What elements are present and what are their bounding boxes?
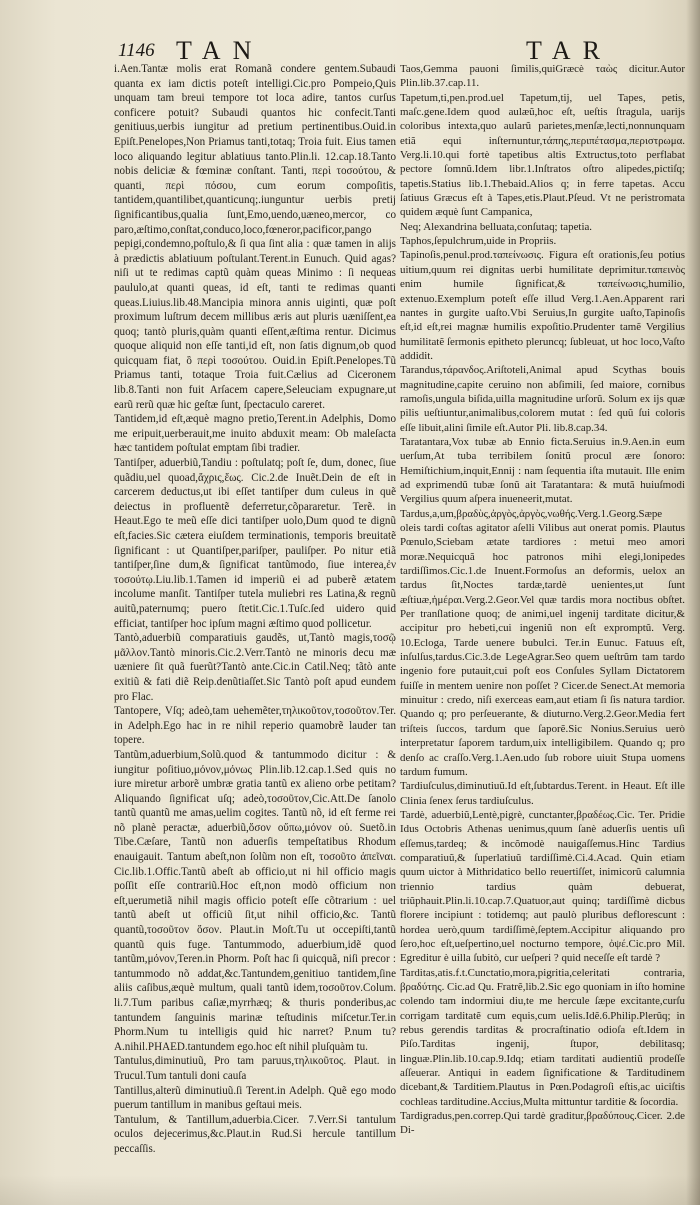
entry-tarde: Tardè, aduerbiũ,Lentè,pigrè, cunctanter,βραδέως.Cic. Ter. Pridie Idus Octobris Athenas uenimus,quum ſanè aduerſis uentis uſi eſſemus,tardeq; & incõmodè nauigaſſemus.Hinc Tardius comparatiuũ,& ſuperlatiuũ tardiſſimè.Ci.4.Acad. Quin etiam quum uictor à Mithridatico bello reuertiſſet, inimicorũ calumnia triennio tardius quàm debuerat, triũphauit.Plin.li.10.cap.7.Quatuor,aut quinq; tardiſſimè dicbus florere incipiunt : totidemq; aut paulò pluribus deflorescunt : hordea uerò,quum tardiſſimè,ſeptem.Accipitur aliquando pro ſero,hoc eſt,ueſpertino,uel nocturno tempore, ὀψέ.Cic.pro Mil. Egreditur è uilla ſubitò, cur ueſperi ? quid neceſſe eſt tardè ? [400,808,685,965]
page-number: 1146 [118,40,155,61]
entry-tanto: Tantò,aduerbiũ comparatiuis gaudẽs, ut,Tantò magis,τοσῷ μᾶλλον.Tantò minoris.Cic.2.Verr.Tantò ne minoris decu mæ uæniere ſit quã fuerũt?Tantò ante.Cic.in Catil.Neq; tãtò ante exitiũ & fati diẽ Reip.denũtiaſſet.Sic Tantò poſt apud eundem pro Flac. [114,632,396,703]
running-head-right: TAR [526,36,612,65]
entry-tarditas: Tarditas,atis.f.t.Cunctatio,mora,pigritia,celeritati contraria, βραδύτης. Cic.ad Qu. Fratrẽ,lib.2.Sic ego quoniam in iſto homine colendo tam indormiui diu,te me hercule ſæpe excitante,curſu corrigam tarditatẽ cum equis,cum uelis.Idẽ.6.Philip.Plerũq; in rebus gerendis tarditas & procraſtinatio odioſa eſt.Idem in Piſo.Tarditas ingenij, ſtupor, debilitasq; linguæ.Plin.lib.10.cap.9.Idq; etiam tarditati audientiũ prodeſſe aſſeuerar. Antiqui in eadem ſignificatione & Tarditudinem dicebant,& Tarditiem.Plautus in Pœn.Podagroſi eſtis,ac uiciſtis cochleas tarditudine.Accius,Multa mittuntur tarditie & ſocordia. [400,966,685,1108]
entry-tardiusculus: Tardiuſculus,diminutiuũ.Id eſt,ſubtardus.Terent. in Heaut. Eſt ille Clinia ſenex ſerus tardiuſculus. [400,780,685,807]
running-head-left: TAN [176,36,264,65]
entry-tapetum-verse: Neq; Alexandrina belluata,conſutaq; tapetia. [400,220,593,233]
entry-tantopere: Tantopere, Vſq; adeò,tam uehemẽter,τηλικοῦτον,τοσοῦτον.Ter. in Adelph.Ego hac in re nihil reperio quamobrẽ lauder tan topere. [114,705,396,747]
entry-tarandus: Tarandus,τάρανδος.Ariſtoteli,Animal apud Scythas bouis magnitudine,capite ceruino non abſimili, ſed maiore, cornibus ramoſis,ungula biſida,uilla magnitudine urſorũ. Solum ex ijs quæ pilis ueſtiuntur,animalibus,colorem mutat : ſed quũ ſui coloris eſſe libuit,alini ſimile eſt.Autor Pli. lib.8.cap.34. [400,364,685,434]
entry-taos: Taos,Gemma pauoni ſimilis,quiGræcè ταὼς dicitur.Autor Plin.lib.37.cap.11. [400,63,685,90]
entry-taratantara: Taratantara,Vox tubæ ab Ennio ficta.Seruius in.9.Aen.in eum uerſum,At tuba terribilem ſonitũ procul ære ſonoro: Hemiſtichium,inquit,Ennij : nam ſequentia iſta mutauit. Ille enim ad exprimendũ tubæ ſonũ ait Taratantara: & mutã huiuſmodi Vergilius quum aſpera inueneerit,mutat. [400,435,685,506]
entry-tapetum: Tapetum,ti,pen.prod.uel Tapetum,tij, uel Tapes, petis, maſc.gene.Idem quod aulæũ,hoc eſt, ueſtis ſtragula, uarijs coloribus intexta,quo aularũ parietes,menſæ,lecti,nonnunquam etiã equi inſternuntur,τάπης,περιπέτασμα,περιστρωμα. Verg.li.10.qui fortè tapetibus altis Extructus,toto perflabat pectore ſomnũ.Idem libr.1.Inſtratos oſtro alipedes,pictiſq; tapetis.Statius lib.1.Thebaid.Alios q; in ferre tapetas. Accu ſatiuus Græcus eſt à Tapes,etis.Plaut.Pſeud. Vt ne peristromata quidem æquè ſunt Campanica, [400,91,685,219]
entry-tanti: i.Aen.Tantæ molis erat Romanã condere gentem.Subaudi quanta ex iam dictis poteſt intelligi.Cic.pro Pompeio,Quis unquam tam breui tempore tot loca adire, tantos curſus conficere potuit? Subaudi quantos hic confecit.Tanti genitiuus,uerbis iungitur ad pretium pertinentibus.Ouid.in Epiſt.Penelopes,Non Priamus tanti,totaq; Troia fuit. Eius tamen loco aliquando legitur ablatiuus tanto.Plin.li. 12.cap.18.Tanto nobis deliciæ & fœminæ conſtant. Tanti, περὶ τοσούτου, & quanti, περὶ πόσου, cum eorum compoſitis, tantidem,quantilibet,quanticunq;.iunguntur uerbis pretij ſignificantibus,qualia ſunt,Emo,uendo,uæneo,mercor, co paro,æſtimo,conſtat,conduco,loco,fœneror,pacificor,pango pepigi,condemno,poſtulo,& ſi qua ſint alia : quæ tamen in alijs à prædictis ablatiuum poſtulant.Terent.in Eunuch. Quid agas? niſi ut te redimas captũ quàm queas Minimo : ſi nequeas paululo,at quanti queas, id eſt, tanti te redimas quanti queas.Liuius.lib.48.Mancipia minora annis uiginti, quæ poſt proximum luſtrum decem millibus æris aut pluris uæniſſent,ea quoq; tantò pluris,quàm quanti eſſent,æſtima rentur. Dicimus quoque aliquid non eſſe tanti,id eſt, non ſatis dignum,ob quod quicquam fiat, ὃ περὶ τοσούτου. Ouid.in Epiſt.Penelopes.Tũ Priamus tanti, totaque Troia fuit.Cælius ad Ciceronem lib.8.Tanti non fuit Arſacem capere,Seleuciam expugnare,ut earũ rerũ quæ hic geſtæ ſunt, ſpectaculo careret. [114,63,396,411]
page-bottom-shade [0,1175,700,1205]
entry-tantillus: Tantillus,alterũ diminutiuũ.ſi Terent.in Adelph. Quẽ ego modo puerum tantillum in manibus geſtaui meis. [114,1084,396,1112]
entry-tantum: Tantũm,aduerbium,Solũ.quod & tantummodo dicitur : & iungitur poſitiuo,μόνον,μόνως Plin.lib.12.cap.1.Sed quis no iure miretur arborẽ umbræ gratia tantũ ex alieno orbe petitam?Aliquando ſignificat uſq; adeò,τοσοῦτον,Cic.Att.De ſanolo tantũ quantũ me amas,uelim cogites. Tantũ nõ, id eſt ferme rei nõ planè peractæ, aduerbiũ,ὅσον οὔπω,μόνον οὐ. Suetõ.in Tibe.Cæſare, Tantũ non aduerſis tempeſtatibus Rhodum enauigauit. Tantum abeſt,non ſolũm non eſt, τοσοῦτο ἀπεῖναι. Cic.lib.1.Offic.Tantũ abeſt ab officio,ut ni hil officio magis poſſit eſſe contrariũ.Hoc eſt,non modò officium non eſt,uerumetiã nihil magis officio poteſt eſſe cõtrarium : uel tantũ abeſt ut officiũ ſit,ut nihil officio,&c. Tantũ quantũ,τοσοῦτον ὅσον. Plaut.in Moſt.Tu ut occepiſti,tantũ quantũ quis fuge. Tantummodo, aduerbium,idẽ quod tantũm,μόνον,Teren.in Phorm. Poſt hac ſi quicquã, niſi precor : tantummodo nõ addat,&c.Tantundem,genitiuo tantidem,ſine aliis caſibus,æquè multum, quali tantũ idem,τοσοῦτον.Colum. li.7.Tum paribus caſiæ,myrrhæq; & thuris ponderibus,ac tantundem ſanguinis marinæ teſtudinis miſcetur.Ter.in Phorm.Num tu intelligis quid hic narret? P.num tu? A.nihil.PHAED.tantundem ego.hoc eſt nihil pluſquàm tu. [114,748,396,1053]
entry-tantulum: Tantulum, & Tantillum,aduerbia.Cicer. 7.Verr.Si tantulum oculos dejecerimus,&c.Plaut.in Rud.Si hercule tantillum peccaſſis. [114,1113,396,1155]
entry-tantisper: Tantiſper, aduerbiũ,Tandiu : poſtulatq; poſt ſe, dum, donec, ſiue quãdiu,uel quoad,ἄχρις,ἕως. Cic.2.de Inuẽt.Dein de eſt in carcerem deductus,ut ibi eſſet tantiſper dum culeus in quẽ deiectus in profluentẽ deferretur,cõpararetur. Terẽ. in Heaut.Ego te meũ eſſe dici tantiſper uolo,Dum quod te dignũ eſt,facies.Sic cætera eiuſdem terminationis, temporis breuitatẽ ſignificant : ut Quantiſper,pariſper, pauliſper. Po nitur etiã tantiſper,ſine dum,& ſignificat tantũmodo, ſiue interea,ἐν τοσούτῳ.Liu.lib.1.Tamen id imperiũ ei ad puberẽ ætatem incolume manſit. Tantiſper tutela muliebri res Latina,& regnũ auitũ,paternumq; puero ſtetit.Cic.1.Tuſc.ſed uidero quid efficiat, tantiſper hoc ipſum magni æſtimo quod pollicetur. [114,457,396,630]
entry-tardus: Tardus,a,um,βραδὺς,ἀργὸς,ἀργὸς,νωθής.Verg.1.Georg.Sæpe oleis tardi coſtas agitator aſelli Vilibus aut onerat pomis. Plautus Pœnulo,Sciebam ætate tardiores : metui meo amori moræ.Nequicquã hoc patronos mihi elegi,lonipedes tardiſſimos.Cic.1.de Inuent.Formoſus an deformis, uelox an tardus ſit,Noctes tardæ,tardè uenientes,ut ſunt æſtiuæ,ἡμέραι.Verg.2.Geor.Vel quæ tardis mora noctibus obſtet. Per tranſlatione quoq; de animi,uel ingenij tarditate dicitur,& accipitur pro hebeti,cui ingeniũ non eſt expromptũ. Verg. 10.Ecloga, Tarde uenere bubulci. Ter.in Eunuc. Fatuus eſt, inſulſus,tardus.Cic.3.de LegeAgrar.Seo quem ueſtrũm tam tardo ingenio fore putauit,cui poſt eos Conſules Syllam Dictatorem fuiſſe in mentem uenire non poſſet ? Cicer.de Senect.At memoria minuitur : credo, niſi exerceas eam,aut etiam ſi ſis natura tardior. Quando q; pro perſeuerante, & diuturno.Verg.2.Geor.Media fert triſteis ſuccos, tardum que ſaporẽ.Sic Nonius.Seruius uerò interpretatur ſaporem tardum,uix intelligibilem. Quando q; pro denſo ac craſſo.Verg.1.Aen.udo ſub robore uiuit Stupa uomens tardum fumum. [400,507,685,778]
left-column [114,62,396,1157]
entry-tardigradus: Tardigradus,pen.correp.Qui tardè graditur,βραδύπους.Cicer. 2.de Di- [400,1110,685,1137]
right-column [400,62,685,1138]
entry-tantidem: Tantidem,id eſt,æquè magno pretio,Terent.in Adelphis, Domo me eripuit,uerberauit,me inuito abduxit meam: Ob maleſacta hæc tantidem poſtulat emptam ſibi tradier. [114,413,396,455]
entry-tapinosis: Tapinoſis,penul.prod.ταπείνωσις. Figura eſt orationis,ſeu potius uitium,quum rei dignitas uerbi humilitate deprimitur.ταπεινὸς enim humile ſignificat,& ταπείνωσις,humilio, extenuo.Exemplum poteſt eſſe illud Verg.1.Aen.Apparent rari nantes in gurgite uaſto.Vbi Seruius,In gurgite uaſto,Tapinoſis eſt,id eſt,rei magnæ humilis expoſitio.Prudenter tamẽ Vergilius humilitatẽ ſermonis epitheto pleruncq; ſubleuat, ut hoc loco,Vaſto addidit. [400,249,685,362]
page-edge-shadow [686,0,700,1205]
entry-taphos: Taphos,ſepulchrum,uide in Propriis. [400,235,557,248]
entry-tantulus: Tantulus,diminutiuũ, Pro tam paruus,τηλικοῦτος. Plaut. in Trucul.Tum tantuli doni cauſa [114,1055,396,1082]
